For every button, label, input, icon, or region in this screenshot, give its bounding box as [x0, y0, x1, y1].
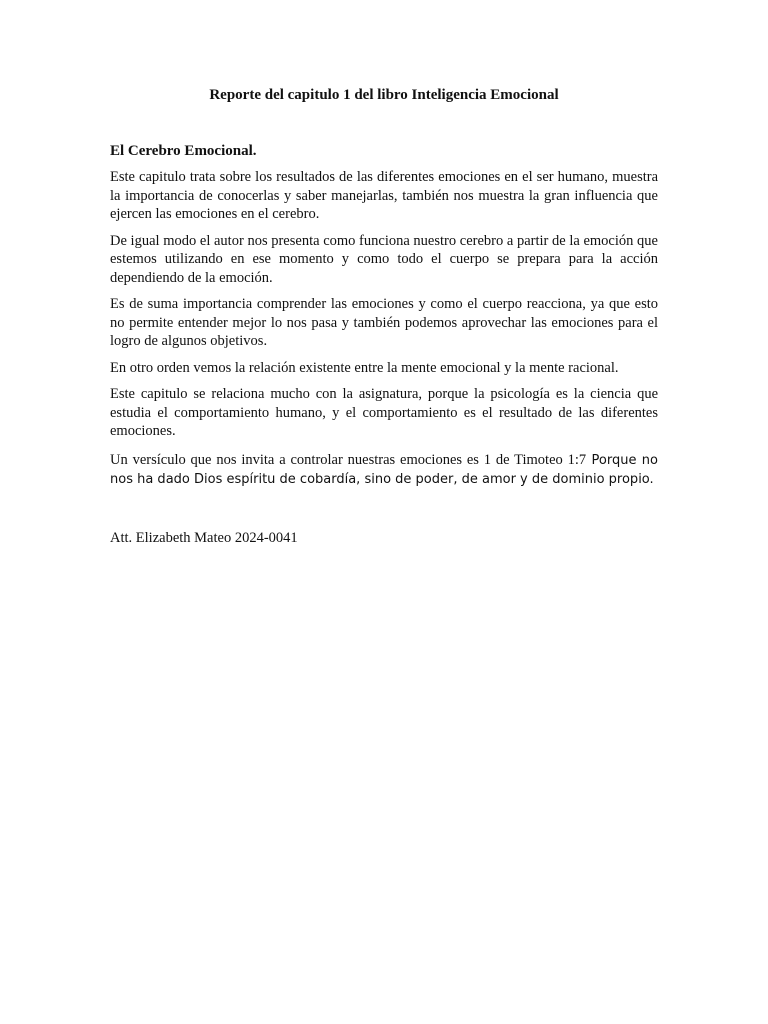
document-body	[110, 142, 658, 498]
verse-intro: Un versículo que nos invita a controlar nuestras emociones es 1 de Timoteo 1:7	[110, 451, 587, 468]
document-title: Reporte del capitulo 1 del libro Inteligencia Emocional	[209, 87, 559, 103]
paragraph-4: En otro orden vemos la relación existente entre la mente emocional y la mente racional.	[110, 359, 619, 376]
verse-paragraph	[110, 451, 658, 490]
section-heading: El Cerebro Emocional.	[110, 143, 257, 159]
paragraph-2: De igual modo el autor nos presenta como funciona nuestro cerebro a partir de la emoción que estemos utilizando en ese momento y como todo el cuerpo se prepara para la acción dependiendo de la emoción.	[110, 232, 658, 286]
paragraph-1: Este capitulo trata sobre los resultados de las diferentes emociones en el ser humano, muestra la importancia de conocerlas y saber manejarlas, también nos muestra la gran influencia que ejercen las emociones en el cerebro.	[110, 169, 658, 222]
paragraph-3: Es de suma importancia comprender las emociones y como el cuerpo reacciona, ya que esto no permite entender mejor lo nos pasa y también podemos aprovechar las emociones para el logro de algunos objetivos.	[110, 296, 658, 349]
signature: Att. Elizabeth Mateo 2024-0041	[110, 530, 298, 546]
verse-quote: Porque no nos ha dado Dios espíritu de cobardía, sino de poder, de amor y de dominio propio.	[110, 452, 658, 487]
paragraph-5: Este capitulo se relaciona mucho con la asignatura, porque la psicología es la ciencia que estudia el comportamiento humano, y el comportamiento es el resultado de las diferentes emociones.	[110, 386, 658, 439]
